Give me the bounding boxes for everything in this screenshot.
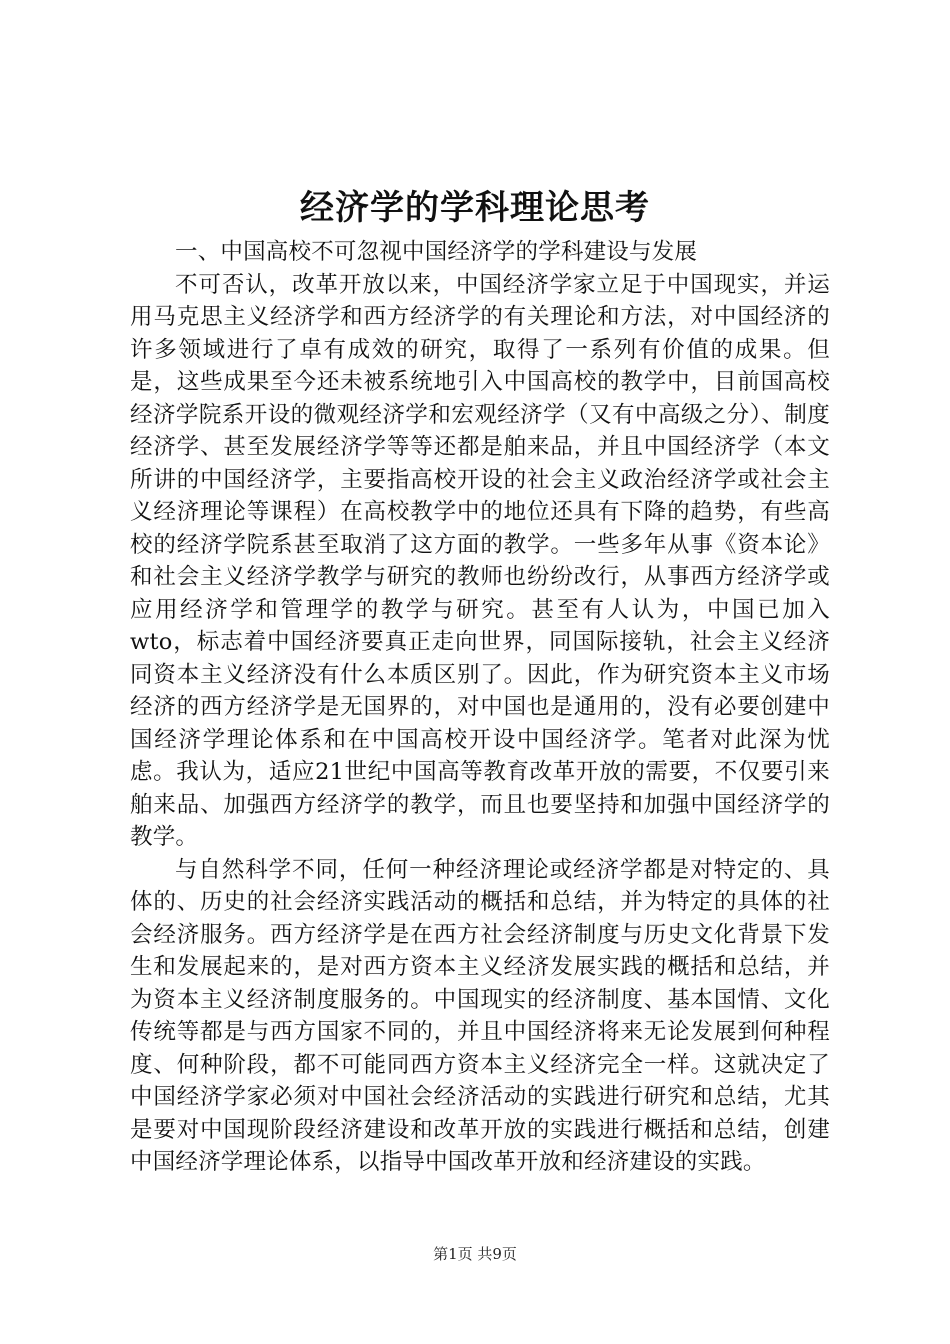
section-heading: 一、中国高校不可忽视中国经济学的学科建设与发展 [175, 239, 698, 265]
paragraph-2: 与自然科学不同，任何一种经济理论或经济学都是对特定的、具体的、历史的社会经济实践活动的概括和总结，并为特定的具体的社会经济服务。西方经济学是在西方社会经济制度与历史文化背景下发生和发展起来的，是对西方资本主义经济发展实践的概括和总结，并为资本主义经济制度服务的。中国现实的经济制度、基本国情、文化传统等都是与西方国家不同的，并且中国经济将来无论发展到何种程度、何种阶段，都不可能同西方资本主义经济完全一样。这就决定了中国经济学家必须对中国社会经济活动的实践进行研究和总结，尤其是要对中国现阶段经济建设和改革开放的实践进行概括和总结，创建中国经济学理论体系，以指导中国改革开放和经济建设的实践。 [130, 856, 830, 1175]
page-footer: 第1页 共9页 [433, 1245, 517, 1263]
document-title: 经济学的学科理论思考 [300, 188, 650, 228]
document-body [130, 236, 830, 1179]
paragraph-1: 不可否认，改革开放以来，中国经济学家立足于中国现实，并运用马克思主义经济学和西方经济学的有关理论和方法，对中国经济的许多领域进行了卓有成效的研究，取得了一系列有价值的成果。但是，这些成果至今还未被系统地引入中国高校的教学中，目前国高校经济学院系开设的微观经济学和宏观经济学（又有中高级之分）、制度经济学、甚至发展经济学等等还都是舶来品，并且中国经济学（本文所讲的中国经济学，主要指高校开设的社会主义政治经济学或社会主义经济理论等课程）在高校教学中的地位还具有下降的趋势，有些高校的经济学院系甚至取消了这方面的教学。一些多年从事《资本论》和社会主义经济学教学与研究的教师也纷纷改行，从事西方经济学或应用经济学和管理学的教学与研究。甚至有人认为，中国已加入wto，标志着中国经济要真正走向世界，同国际接轨，社会主义经济同资本主义经济没有什么本质区别了。因此，作为研究资本主义市场经济的西方经济学是无国界的，对中国也是通用的，没有必要创建中国经济学理论体系和在中国高校开设中国经济学。笔者对此深为忧虑。我认为，适应21世纪中国高等教育改革开放的需要，不仅要引来舶来品、加强西方经济学的教学，而且也要坚持和加强中国经济学的教学。 [130, 271, 830, 850]
